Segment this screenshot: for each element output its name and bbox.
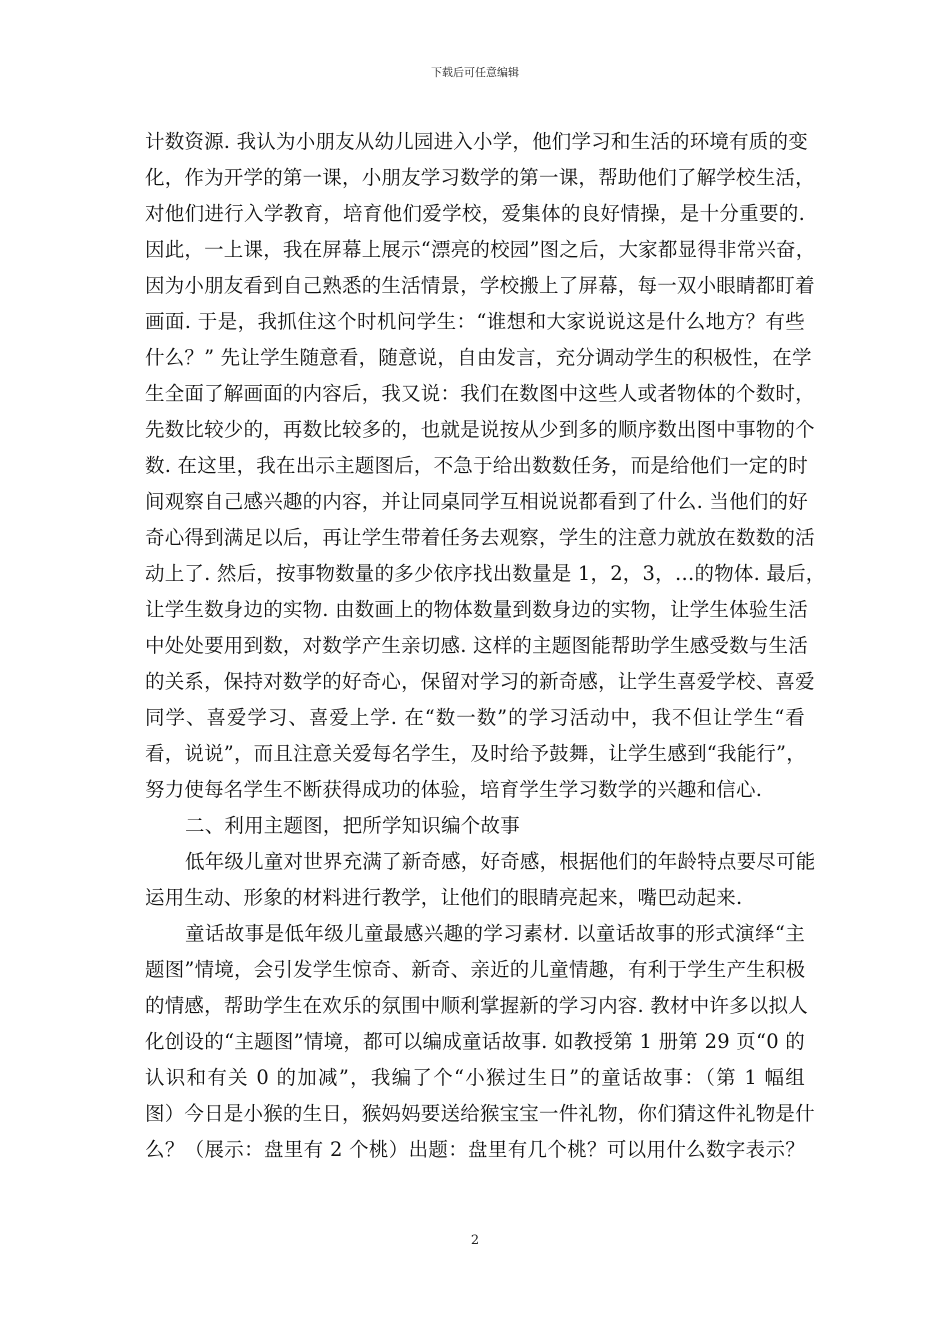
page-header: 下载后可任意编辑 xyxy=(431,66,519,79)
text-line: 努力使每名学生不断获得成功的体验，培育学生学习数学的兴趣和信心. xyxy=(145,778,763,801)
text-line: 认识和有关 0 的加减”，我编了个“小猴过生日”的童话故事：（第 1 幅组 xyxy=(145,1066,805,1089)
text-line: 化，作为开学的第一课，小朋友学习数学的第一课，帮助他们了解学校生活， xyxy=(145,166,815,189)
text-line: 同学、喜爱学习、喜爱上学. 在“数一数”的学习活动中，我不但让学生“看 xyxy=(145,706,805,729)
text-line: 题图”情境，会引发学生惊奇、新奇、亲近的儿童情趣，有利于学生产生积极 xyxy=(145,958,806,981)
text-line: 低年级儿童对世界充满了新奇感，好奇感，根据他们的年龄特点要尽可能 xyxy=(185,850,816,873)
text-line: 的情感，帮助学生在欢乐的氛围中顺利掌握新的学习内容. 教材中许多以拟人 xyxy=(145,994,808,1017)
section-heading: 二、利用主题图，把所学知识编个故事 xyxy=(185,814,520,837)
text-line: 让学生数身边的实物. 由数画上的物体数量到数身边的实物，让学生体验生活 xyxy=(145,598,808,621)
text-line: 奇心得到满足以后，再让学生带着任务去观察，学生的注意力就放在数数的活 xyxy=(145,526,815,549)
page-number: 2 xyxy=(470,1233,480,1248)
text-line: 先数比较少的，再数比较多的，也就是说按从少到多的顺序数出图中事物的个 xyxy=(145,418,815,441)
text-line: 运用生动、形象的材料进行教学，让他们的眼睛亮起来，嘴巴动起来. xyxy=(145,886,743,909)
text-line: 什么？” 先让学生随意看，随意说，自由发言，充分调动学生的积极性，在学 xyxy=(145,346,812,369)
text-line: 动上了. 然后，按事物数量的多少依序找出数量是 1，2，3，…的物体. 最后， xyxy=(145,562,826,585)
text-line: 生全面了解画面的内容后，我又说：我们在数图中这些人或者物体的个数时， xyxy=(145,382,815,405)
text-line: 计数资源. 我认为小朋友从幼儿园进入小学，他们学习和生活的环境有质的变 xyxy=(145,130,808,153)
text-line: 对他们进行入学教育，培育他们爱学校，爱集体的良好情操，是十分重要的. xyxy=(145,202,805,225)
text-line: 画面. 于是，我抓住这个时机问学生：“谁想和大家说说这是什么地方？有些 xyxy=(145,310,805,333)
text-line: 图）今日是小猴的生日，猴妈妈要送给猴宝宝一件礼物，你们猜这件礼物是什 xyxy=(145,1102,815,1125)
text-line: 看，说说”，而且注意关爱每名学生，及时给予鼓舞，让学生感到“我能行”， xyxy=(145,742,806,765)
text-line: 的关系，保持对数学的好奇心，保留对学习的新奇感，让学生喜爱学校、喜爱 xyxy=(145,670,815,693)
text-line: 因此，一上课，我在屏幕上展示“漂亮的校园”图之后，大家都显得非常兴奋， xyxy=(145,238,816,261)
text-line: 间观察自己感兴趣的内容，并让同桌同学互相说说都看到了什么. 当他们的好 xyxy=(145,490,808,513)
text-line: 中处处要用到数，对数学产生亲切感. 这样的主题图能帮助学生感受数与生活 xyxy=(145,634,808,657)
text-line: 数. 在这里，我在出示主题图后，不急于给出数数任务，而是给他们一定的时 xyxy=(145,454,808,477)
text-line: 化创设的“主题图”情境，都可以编成童话故事. 如教授第 1 册第 29 页“0 的 xyxy=(145,1030,805,1053)
text-line: 么？（展示：盘里有 2 个桃）出题：盘里有几个桃？可以用什么数字表示？ xyxy=(145,1138,805,1161)
text-line: 因为小朋友看到自己熟悉的生活情景，学校搬上了屏幕，每一双小眼睛都盯着 xyxy=(145,274,815,297)
text-line: 童话故事是低年级儿童最感兴趣的学习素材. 以童话故事的形式演绎“主 xyxy=(185,922,805,945)
